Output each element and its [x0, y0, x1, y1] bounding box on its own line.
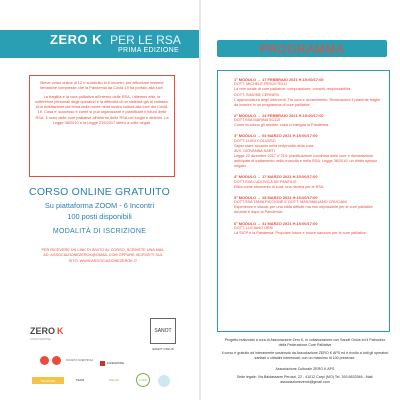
society-logo: SOCIETÀ SCIENTIFICA	[40, 356, 93, 365]
module-heading: 4° MODULO → 17 MARZO 2021 H.15:00/17:00	[234, 174, 318, 180]
module-line: DOTT. LUIGI COLUSSO	[234, 138, 276, 143]
module-line: L'approcciatura degli Interventi. Tra cura e accanimento. Riconoscere il paziente fragile da inserire in un programma di cure palliative.	[234, 97, 381, 107]
salus-logo: SALUS	[109, 378, 119, 382]
module-2	[234, 113, 381, 129]
module-line: DOTT.SSA LUDOVICA DE PANFILIS	[234, 179, 297, 184]
sanot-logo: SANOT	[150, 318, 176, 344]
module-line: AVV. GIOVANNA SARTI	[234, 148, 275, 153]
footer-project: Progetto realizzato a cura di Associazione Zero K, in collaborazione con Sanoit Onlus ed il Patrocinio della Federazione Cure Palliative	[224, 338, 386, 348]
module-6	[234, 221, 381, 237]
module-heading: 2° MODULO → 24 FEBBRAIO 2021 H.15:00/17:00	[234, 112, 324, 118]
module-heading: 1° MODULO → 17 FEBBRAIO 2021 H.15:00/17:00	[234, 77, 324, 82]
module-1	[234, 77, 381, 108]
logo-dot-icon	[40, 356, 49, 365]
logo-dot-icon	[52, 356, 61, 365]
footer-contacts: Sede legale: Via Baldassarre Peruzzi, 22 - 41012 Carpi (MO) Tel. 393 6632546 - Mail: associazionezerok@gmail.com	[236, 375, 374, 385]
module-line: Esperienze e vissuti: per una sfida difficile ma non impossibile per le cure palliative durante e dopo la Pandemia.	[234, 205, 373, 215]
enrollment-instructions[interactable]: PER RICEVERE UN LINK DI INVITO AL CORSO, SCRIVETE UNA MAIL AD: ASSOCIAZIONEZEROK@GMAIL.COM OPPURE ISCRIVETI SUL SITO: WWW.ASSOCIAZIONEZEROK.IT	[41, 248, 165, 263]
program-box	[217, 70, 390, 332]
brand-name: ZERO K	[50, 32, 103, 47]
zerok-logo: ZERO K	[30, 326, 64, 336]
module-line: Legge 22 dicembre 2017 n°219: pianificazione condivisa delle cure e dichiarazione anticipate di trattamento nella cronicità e nella RSA. Legge 38/2010: un diritto spesso negato.	[234, 154, 378, 169]
team-logo: TEAM	[75, 378, 85, 382]
intro-paragraph: Breve corso online di 12 h suddiviso in 6 incontri, per affrontare insieme tematiche complesse che la Pandemia da Covid-19 ha portato alla luce.	[40, 80, 164, 91]
module-4	[234, 174, 381, 190]
module-line: DOTT. LUCIANO ORSI	[234, 225, 274, 230]
foundation-icon	[100, 361, 105, 366]
module-line: DOTT. MICHELE PESCETELLI	[234, 82, 287, 87]
module-line: DOTT. SIMONE CERNESI	[234, 92, 279, 97]
module-line: La SICP e la Pandemia. Proposte future e nuove sanzioni per le cure palliative.	[234, 230, 367, 235]
right-panel	[201, 0, 400, 400]
module-line: Saper stare accanto nella reciprocità della cura.	[234, 143, 315, 148]
teletask-logo: TELETASK	[32, 377, 64, 384]
enrollment-heading: MODALITÀ DI ISCRIZIONE	[52, 228, 147, 235]
module-line: Come muoiono gli anziani: cosa ci insegna la Pandemia.	[234, 123, 330, 128]
module-heading: 6° MODULO → 31 MARZO 2021 H.15:00/17:00	[234, 220, 318, 226]
intro-box	[29, 75, 175, 177]
module-line: La rete locale di cure palliative: composizione, compiti, responsabilità	[234, 87, 351, 92]
brand-subtitle: PER LE RSA	[110, 32, 181, 47]
left-panel	[0, 0, 199, 400]
footer-association: Associazione Culturale ZERO K APS	[275, 367, 335, 371]
module-heading: 3° MODULO → 04 MARZO 2021 H.15:00/17:00	[234, 133, 318, 139]
seats-line: 100 posti disponibili	[67, 212, 132, 221]
footer-free-course: Il corso è gratuito ed interamente sostenuto da Associazione ZERO K APS ed è rivolto a tutti gli operatori sanitari o cittadini interessati, con un massimo di 100 presenze.	[221, 351, 389, 361]
module-line: DOTT.SSA MARINA SOZZI	[234, 118, 281, 123]
zerok-logo-sub: ASSOCIAZIONE	[30, 337, 51, 341]
circle-logo-icon	[158, 375, 170, 387]
intro-paragraph: La fragilità e la cura palliativa all'interno delle RSA, i dilemmi etici, le sofferenze personali degli operatori e la difficoltà di un sistema già al collasso. Una rivisitazione del tema della morte nella nostra cultura alla luce del Covid-19. Cosa e' successo e come si può organizzare e pianificare il futuro delle RSA. Il ruolo delle cure palliative all'interno delle RSA nei luoghi e dintorni. La Legge 38/2010 e la Legge 219/2017 dietro a volte negati.	[35, 93, 169, 125]
module-3	[234, 133, 381, 169]
edition-label: PRIMA EDIZIONE	[118, 47, 179, 54]
foundation-logo: FONDAZIONE	[100, 360, 130, 366]
module-5	[234, 195, 381, 216]
module-line: DOTT.SSA TANIA PICCIONE E DOTT. MASSIMILIANO CRUCIANI	[234, 200, 347, 205]
circle-logo: LOGO	[136, 373, 150, 387]
course-title: CORSO ONLINE GRATUITO	[29, 186, 170, 198]
brand-title	[50, 32, 181, 47]
programma-title: PROGRAMMA	[259, 41, 345, 56]
module-heading: 5° MODULO → 25 MARZO 2021 H.15:00/17:00	[234, 194, 318, 200]
platform-line: Su piattaforma ZOOM - 6 Incontri	[44, 201, 155, 210]
sanot-logo-label: SANOT ONLUS	[152, 347, 174, 351]
module-line: Etica come strumento di cura: una risorsa per le RSA.	[234, 184, 325, 189]
